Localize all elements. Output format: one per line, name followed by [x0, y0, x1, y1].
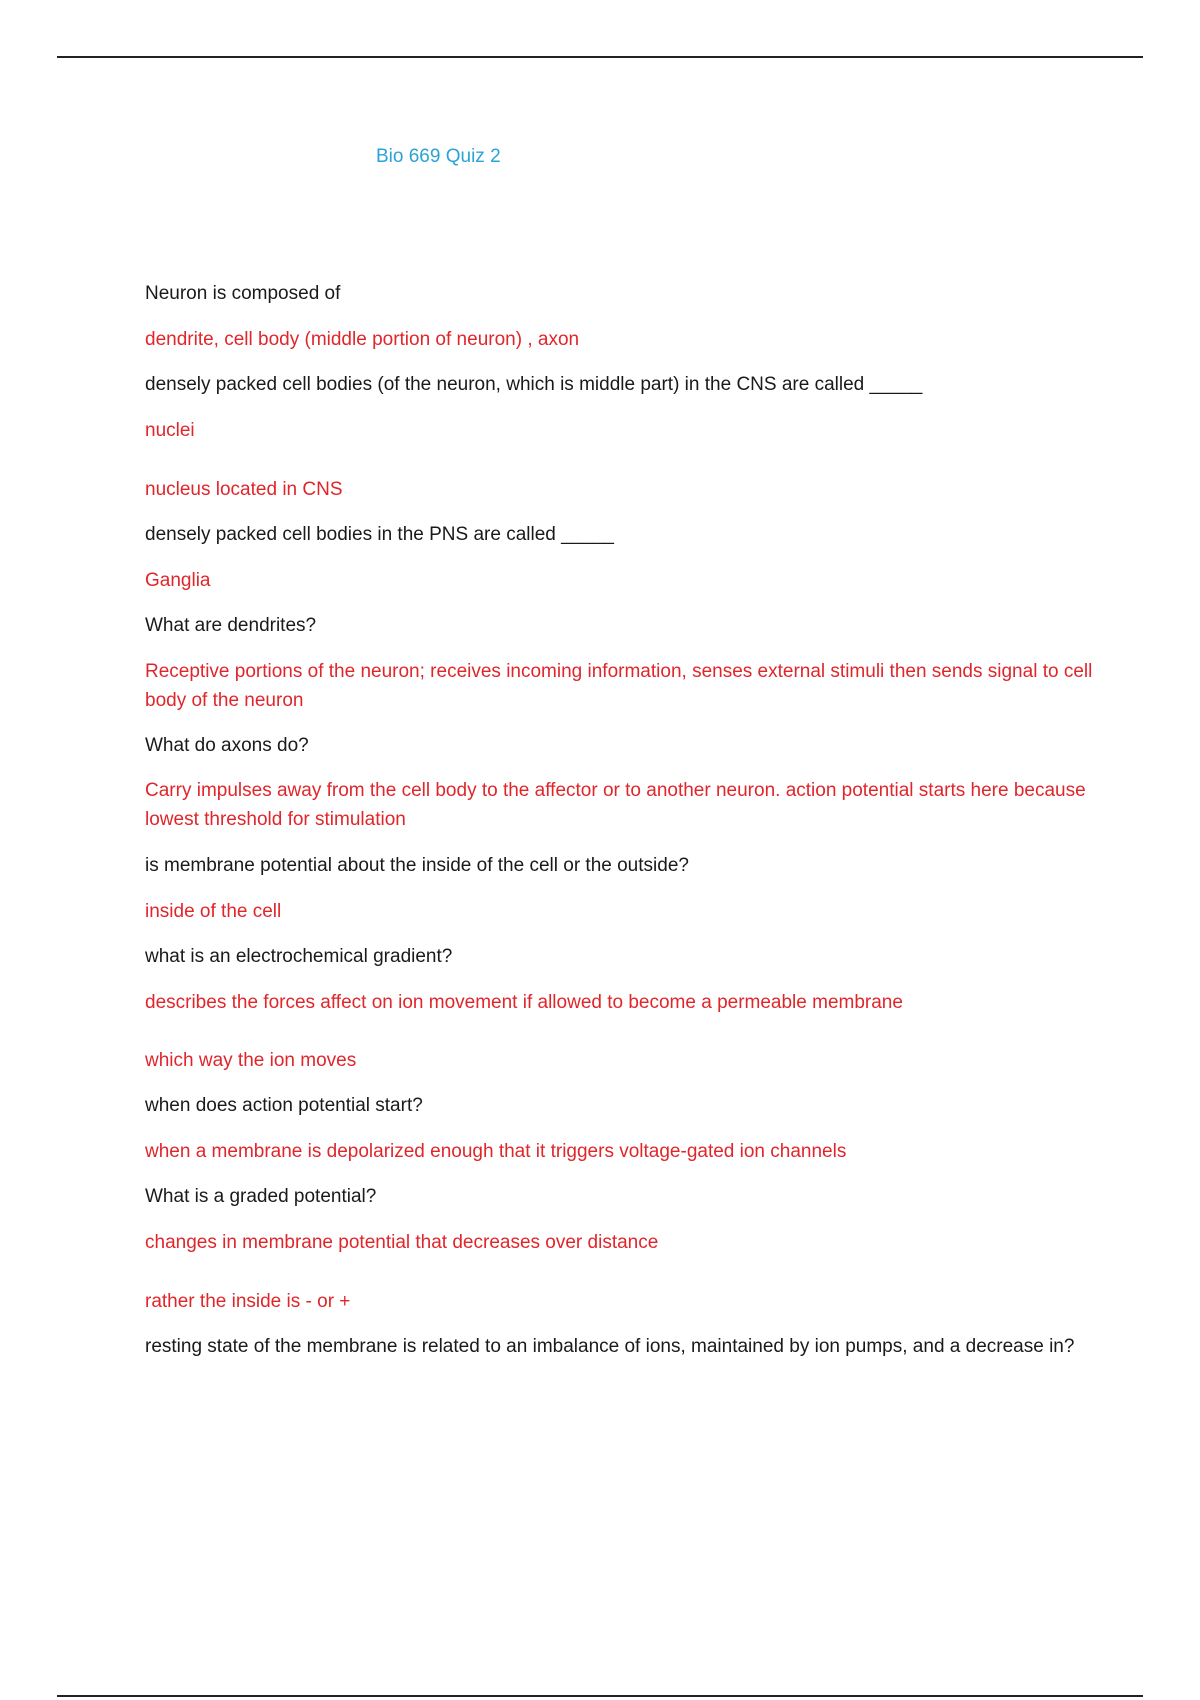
- answer-line: nuclei: [145, 420, 195, 441]
- question-line: when does action potential start?: [145, 1095, 423, 1116]
- question-line: What is a graded potential?: [145, 1186, 377, 1207]
- question-line: What are dendrites?: [145, 615, 317, 636]
- answer-line: describes the forces affect on ion movement if allowed to become a permeable membrane: [145, 992, 903, 1013]
- answer-line: Receptive portions of the neuron; receives incoming information, senses external stimuli then sends signal to cell body of the neuron: [145, 661, 1098, 711]
- question-line: densely packed cell bodies (of the neuron, which is middle part) in the CNS are called _____: [145, 374, 923, 395]
- header-rule: [57, 56, 1143, 58]
- answer-line: which way the ion moves: [145, 1050, 357, 1071]
- question-line: Neuron is composed of: [145, 283, 341, 304]
- answer-line: nucleus located in CNS: [145, 479, 343, 500]
- answer-line: rather the inside is - or +: [145, 1291, 351, 1312]
- document-title: Bio 669 Quiz 2: [376, 146, 501, 167]
- question-line: resting state of the membrane is related to an imbalance of ions, maintained by ion pumps, and a decrease in?: [145, 1336, 1075, 1357]
- question-line: is membrane potential about the inside of the cell or the outside?: [145, 855, 689, 876]
- answer-line: Ganglia: [145, 570, 211, 591]
- answer-line: inside of the cell: [145, 901, 282, 922]
- answer-line: dendrite, cell body (middle portion of neuron) , axon: [145, 329, 580, 350]
- answer-line: changes in membrane potential that decreases over distance: [145, 1232, 659, 1253]
- answer-line: when a membrane is depolarized enough that it triggers voltage-gated ion channels: [145, 1141, 847, 1162]
- question-line: what is an electrochemical gradient?: [145, 946, 453, 967]
- question-line: What do axons do?: [145, 735, 309, 756]
- question-line: densely packed cell bodies in the PNS are called _____: [145, 524, 614, 545]
- footer-rule: [57, 1695, 1143, 1697]
- answer-line: Carry impulses away from the cell body to the affector or to another neuron. action potential starts here because lowest threshold for stimulation: [145, 780, 1091, 830]
